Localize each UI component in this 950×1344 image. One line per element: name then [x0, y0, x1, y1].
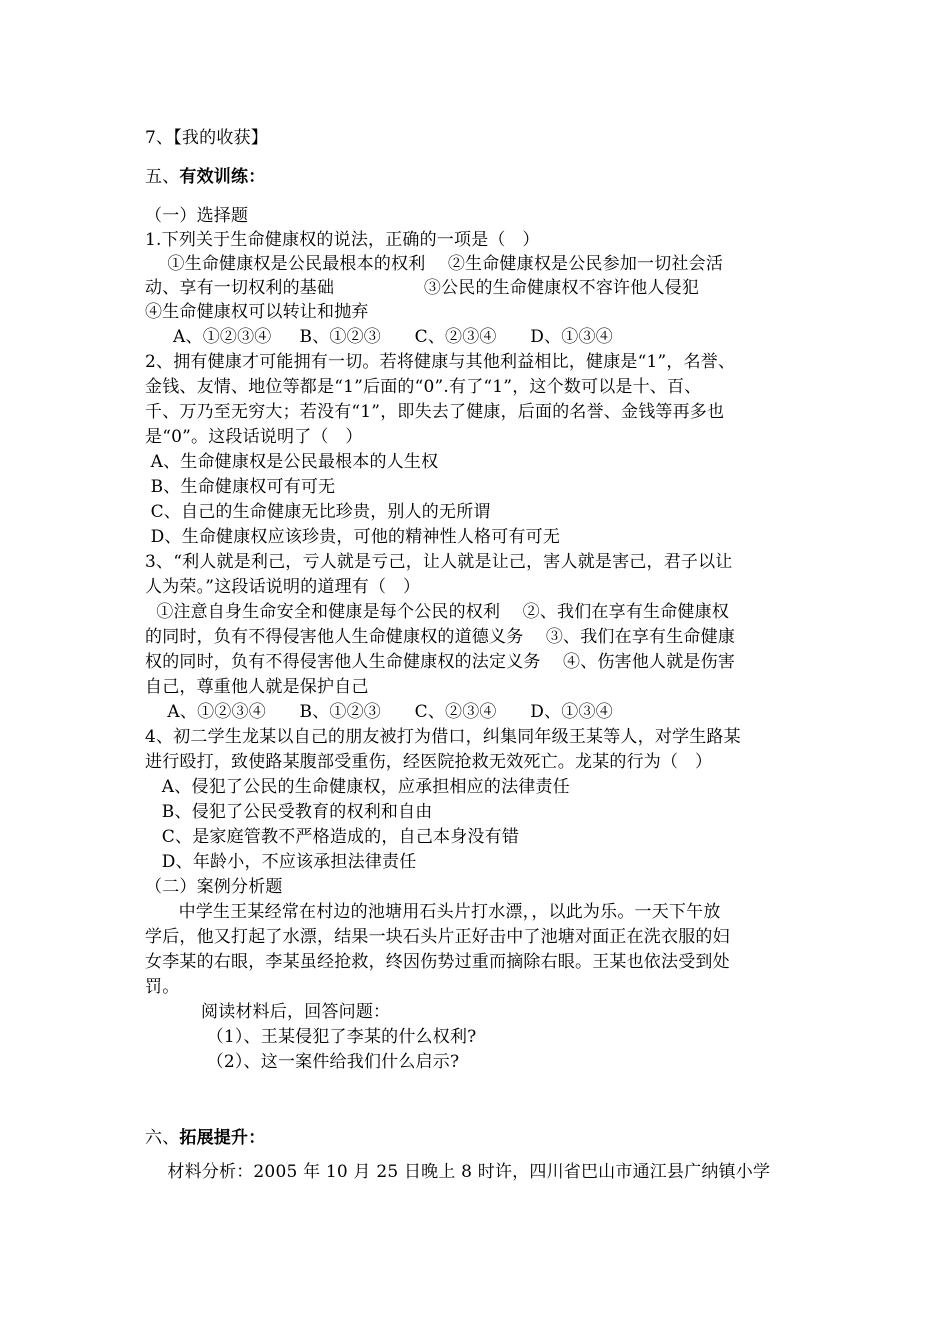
- q4-line: 进行殴打，致使路某腹部受重伤，经医院抢救无效死亡。龙某的行为（ ）: [145, 752, 713, 772]
- q4-option-b: B、侵犯了公民受教育的权利和自由: [145, 802, 433, 822]
- q2-option-a: A、生命健康权是公民最根本的人生权: [145, 452, 439, 472]
- q1-stem: 1.下列关于生命健康权的说法，正确的一项是（ ）: [145, 230, 540, 250]
- q1-options: A、①②③④ B、①②③ C、②③④ D、①③④: [145, 327, 613, 347]
- q3-line: 的同时，负有不得侵害他人生命健康权的道德义务 ③、我们在享有生命健康: [145, 627, 736, 647]
- q2-line: 千、万乃至无穷大；若没有“1”，即失去了健康，后面的名誉、金钱等再多也: [145, 402, 725, 422]
- q4-option-d: D、年龄小，不应该承担法律责任: [145, 852, 417, 872]
- section-6-number: 六、: [145, 1128, 180, 1148]
- case-line: 学后，他又打起了水漂，结果一块石头片正好击中了池塘对面正在洗衣服的妇: [145, 927, 730, 947]
- q3-line: 权的同时，负有不得侵害他人生命健康权的法定义务 ④、伤害他人就是伤害: [145, 652, 736, 672]
- section-5-title: 有效训练：: [179, 167, 266, 187]
- case-line: 罚。: [145, 977, 180, 997]
- case-line: 中学生王某经常在村边的池塘用石头片打水漂，，以此为乐。一天下午放: [145, 902, 721, 922]
- q3-line: 3、“利人就是利己，亏人就是亏己，让人就是让己，害人就是害己，君子以让: [145, 552, 733, 572]
- part-2-title: （二）案例分析题: [145, 877, 283, 897]
- q3-line: 自己，尊重他人就是保护自己: [145, 677, 369, 697]
- case-question-1: （1）、王某侵犯了李某的什么权利?: [145, 1027, 477, 1047]
- q4-line: 4、初二学生龙某以自己的朋友被打为借口，纠集同年级王某等人，对学生路某: [145, 727, 741, 747]
- section-5-heading: [145, 165, 265, 189]
- q2-option-d: D、生命健康权应该珍贵，可他的精神性人格可有可无: [145, 527, 561, 547]
- part-1-title: （一）选择题: [145, 206, 249, 226]
- q2-line: 是“0”。这段话说明了（ ）: [145, 427, 363, 447]
- q1-line: ④生命健康权可以转让和抛弃: [145, 302, 369, 322]
- section-7-heading: 7、【我的收获】: [145, 128, 268, 148]
- q2-option-c: C、自己的生命健康无比珍贵，别人的无所谓: [145, 502, 491, 522]
- q3-line: ①注意自身生命安全和健康是每个公民的权利 ②、我们在享有生命健康权: [145, 602, 730, 622]
- material-analysis-line: 材料分析：2005 年 10 月 25 日晚上 8 时许，四川省巴山市通江县广纳镇小学: [145, 1162, 771, 1182]
- q3-line: 人为荣。”这段话说明的道理有（ ）: [145, 577, 421, 597]
- section-6-heading: [145, 1126, 265, 1150]
- case-line: 女李某的右眼，李某虽经抢救，终因伤势过重而摘除右眼。王某也依法受到处: [145, 952, 730, 972]
- q2-line: 金钱、友情、地位等都是“1”后面的“0”.有了“1”，这个数可以是十、百、: [145, 377, 702, 397]
- q4-option-a: A、侵犯了公民的生命健康权，应承担相应的法律责任: [145, 777, 570, 797]
- q4-option-c: C、是家庭管教不严格造成的，自己本身没有错: [145, 827, 520, 847]
- q3-options: A、①②③④ B、①②③ C、②③④ D、①③④: [145, 702, 613, 722]
- q2-option-b: B、生命健康权可有可无: [145, 477, 336, 497]
- q1-line: ①生命健康权是公民最根本的权利 ②生命健康权是公民参加一切社会活: [145, 254, 724, 274]
- section-6-title: 拓展提升：: [179, 1128, 266, 1148]
- q1-line: 动、享有一切权利的基础 ③公民的生命健康权不容许他人侵犯: [145, 278, 700, 298]
- section-5-number: 五、: [145, 167, 180, 187]
- case-prompt: 阅读材料后，回答问题：: [145, 1002, 391, 1022]
- q2-line: 2、拥有健康才可能拥有一切。若将健康与其他利益相比，健康是“1”，名誉、: [145, 352, 736, 372]
- case-question-2: （2）、这一案件给我们什么启示?: [145, 1052, 460, 1072]
